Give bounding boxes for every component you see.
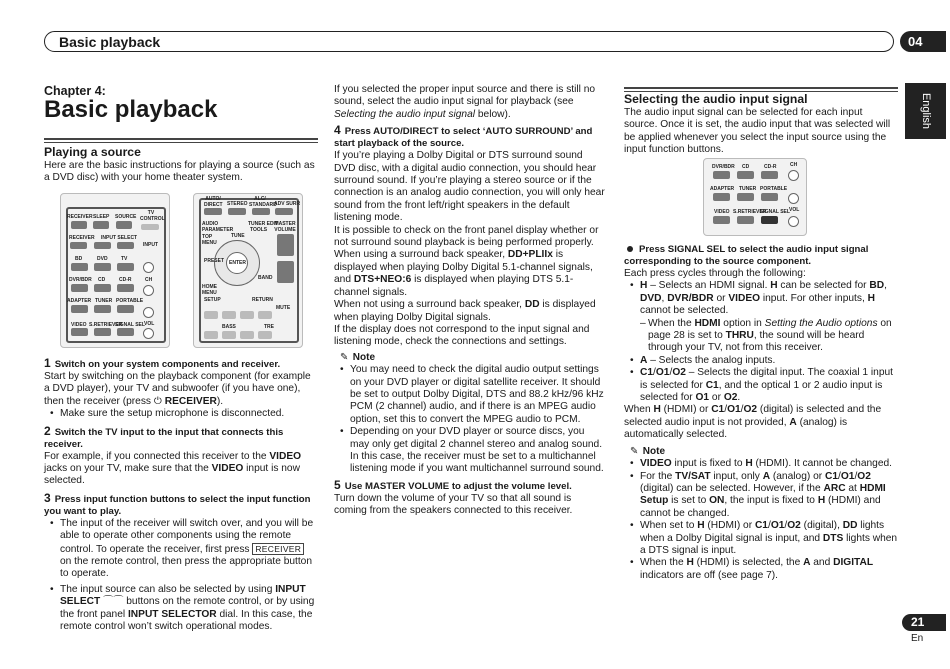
adapter-button bbox=[71, 305, 88, 313]
list-item: • When the H (HDMI) is selected, the A and DIGITAL indicators are off (see page 7). bbox=[624, 557, 898, 582]
header-title: Basic playback bbox=[59, 34, 161, 50]
remote-label: STEREO bbox=[227, 201, 248, 207]
remote-label: TV bbox=[121, 256, 128, 262]
page-language: En bbox=[911, 633, 924, 644]
remote-label: TOP MENU bbox=[202, 234, 217, 246]
remote-label: RETURN bbox=[252, 297, 273, 303]
pause-button bbox=[222, 311, 236, 319]
step-2-body: For example, if you connected this receiver to the VIDEO jacks on your TV, make sure that the VIDEO input is now selected. bbox=[44, 450, 302, 487]
receiver-button bbox=[71, 221, 87, 229]
forward-button bbox=[258, 331, 272, 339]
portable-button bbox=[761, 193, 778, 201]
remote-label: SIGNAL SEL bbox=[760, 209, 790, 215]
remote-label: S.RETRIEVER bbox=[89, 322, 123, 328]
remote-illustration-inputs bbox=[60, 193, 170, 348]
page-number: 21 bbox=[902, 614, 946, 631]
step-2-title: 2 Switch the TV input to the input that connects this receiver. bbox=[44, 423, 284, 450]
signal-sel-instructions bbox=[624, 244, 898, 582]
paragraph: When H (HDMI) or C1/O1/O2 (digital) is selected and the selected audio input is not provided, A (analog) is automatically selected. bbox=[624, 404, 882, 441]
next-button bbox=[222, 331, 236, 339]
remote-label: ADV SURR bbox=[274, 201, 301, 207]
signal-sel-button bbox=[117, 328, 134, 336]
steps-column-1 bbox=[44, 357, 318, 634]
chapter-badge: 04 bbox=[900, 31, 946, 52]
remote-label: TOOLS bbox=[250, 227, 268, 233]
note-heading: ✎ Note bbox=[340, 351, 376, 363]
remote-label: ALC/ STANDARD bbox=[249, 196, 277, 208]
remote-label: CD-R bbox=[764, 164, 777, 170]
remote-label: VIDEO bbox=[71, 322, 87, 328]
list-item: • Depending on your DVD player or source discs, you may only get digital 2 channel stereo and analog sound. In this case, the receiver must be set to a multichannel listening mode if you want multichannel surround sound. bbox=[334, 426, 606, 476]
tuner-button bbox=[737, 193, 754, 201]
remote-label: SLEEP bbox=[93, 214, 110, 220]
remote-label: INPUT SELECT bbox=[101, 235, 138, 241]
remote-label: TV CONTROL bbox=[140, 210, 165, 222]
remote-label: SETUP bbox=[204, 297, 221, 303]
remote-illustration-signal-sel bbox=[703, 158, 807, 236]
remote-label: PORTABLE bbox=[116, 298, 144, 304]
language-tab bbox=[905, 83, 946, 139]
step-5-title: 5 Use MASTER VOLUME to adjust the volume level. bbox=[334, 477, 572, 492]
tuner-button bbox=[94, 305, 111, 313]
bd-button bbox=[71, 263, 88, 271]
remote-label: CD bbox=[98, 277, 106, 283]
paragraph: If you’re playing a Dolby Digital or DTS surround sound DVD disc, with a digital audio connection, you should hear surround sound. If you’re playing a stereo source or if the connection is an analog audio connection, you will only hear sound from the front left/right speakers in the default listening mode. bbox=[334, 150, 605, 224]
paragraph: Turn down the volume of your TV so that all sound is coming from the speakers connected to this receiver. bbox=[334, 492, 573, 517]
remote-label: S.RETRIEVER bbox=[733, 209, 767, 215]
step-4-title: 4 Press AUTO/DIRECT to select ‘AUTO SURROUND’ and start playback of the source. bbox=[334, 123, 593, 150]
section-title: Selecting the audio input signal bbox=[624, 92, 808, 106]
section-title: Playing a source bbox=[44, 145, 141, 159]
remote-label: BASS bbox=[222, 324, 236, 330]
remote-label: VOL bbox=[144, 321, 155, 327]
remote-label: DVD bbox=[97, 256, 108, 262]
input-select-left-button bbox=[94, 242, 111, 249]
sub-item: – When the HDMI option in Setting the Audio options on page 28 is set to THRU, the sound will be heard through your TV, not from this receiver. bbox=[624, 318, 898, 355]
tv-button bbox=[117, 263, 134, 271]
portable-button bbox=[117, 305, 134, 313]
remote-label: SOURCE bbox=[115, 214, 137, 220]
remote-label: RECEIVER bbox=[67, 214, 93, 220]
remote-label: PRESET bbox=[204, 258, 225, 264]
input-select-right-button bbox=[117, 242, 134, 249]
remote-label: DVR/BDR bbox=[69, 277, 92, 283]
section-intro: The audio input signal can be selected for each input source. Once it is set, the audio input that was selected will be applied whenever you select the input source using the input function buttons. bbox=[624, 107, 891, 156]
step-1-title: 1 Switch on your system components and receiver. bbox=[44, 356, 281, 370]
volume-down-button bbox=[788, 216, 799, 227]
volume-up-button bbox=[143, 307, 154, 318]
remote-label: TUNER bbox=[739, 186, 757, 192]
step-1-body: Start by switching on the playback component (for example a DVD player), your TV and subwoofer (if you have one), then the receiver (press ⏻ RECEIVER). bbox=[44, 371, 311, 407]
remote-label: CD-R bbox=[119, 277, 132, 283]
paragraph: If the display does not correspond to the input signal and listening mode, check the connections and settings. bbox=[334, 323, 590, 348]
remote-label: INPUT bbox=[143, 242, 158, 248]
language-tab-label: English bbox=[919, 92, 932, 130]
remote-label: BAND bbox=[258, 275, 273, 281]
channel-up-button bbox=[143, 262, 154, 273]
receiver-key: RECEIVER bbox=[252, 543, 304, 555]
source-button bbox=[116, 221, 132, 229]
adapter-button bbox=[713, 193, 730, 201]
remote-label: VOL bbox=[789, 207, 800, 213]
mute-button bbox=[258, 311, 272, 319]
stop-button bbox=[204, 311, 218, 319]
channel-down-button bbox=[788, 170, 799, 181]
list-item: • When set to H (HDMI) or C1/O1/O2 (digital), DD lights when a Dolby Digital signal is input, and DTS lights when a DTS signal is input. bbox=[624, 520, 898, 557]
remote-label: AUDIO PARAMETER bbox=[202, 221, 234, 233]
cd-r-button bbox=[117, 284, 134, 292]
sleep-button bbox=[93, 221, 109, 229]
list-item: • The input of the receiver will switch over, and you will be able to operate other components using the remote control. To operate the receiver, first press RECEIVER on the remote control, then press the appropriate button to operate. bbox=[44, 518, 318, 581]
chapter-title: Basic playback bbox=[44, 96, 218, 123]
step-3-title: 3 Press input function buttons to select the input function you want to play. bbox=[44, 490, 311, 517]
bullet-dot-icon bbox=[627, 246, 633, 252]
master-volume-up-button bbox=[277, 234, 294, 256]
remote-label: PORTABLE bbox=[760, 186, 788, 192]
paragraph: If you selected the proper input source and there is still no sound, select the audio input signal for playback (see Selecting the audio input signal below). bbox=[334, 84, 596, 120]
cd-button bbox=[94, 284, 111, 292]
alc-standard-button bbox=[252, 208, 270, 215]
note-heading: ✎ Note bbox=[630, 445, 666, 457]
paragraph: It is possible to check on the front panel display whether or not surround sound playback is being performed properly. bbox=[334, 224, 599, 249]
steps-column-2 bbox=[334, 84, 606, 518]
list-item: • Make sure the setup microphone is disconnected. bbox=[44, 408, 318, 420]
divider bbox=[44, 142, 318, 143]
list-item: • You may need to check the digital audio output settings on your DVD player or digital satellite receiver. It should be set to output Dolby Digital, DTS and 88.2 kHz/96 kHz PCM (2 channel) audio, and if there is an MPEG audio option, set this to convert the MPEG audio to PCM. bbox=[334, 364, 606, 426]
section-selecting-audio-input bbox=[624, 92, 898, 157]
remote-label: MUTE bbox=[276, 305, 291, 311]
dvd-button bbox=[94, 263, 111, 271]
cd-r-button bbox=[761, 171, 778, 179]
adv-surr-button bbox=[275, 208, 293, 215]
rewind-button bbox=[240, 331, 254, 339]
remote-label: ADAPTER bbox=[710, 186, 735, 192]
remote-label: VIDEO bbox=[714, 209, 730, 215]
video-button bbox=[713, 216, 730, 224]
stereo-button bbox=[228, 208, 246, 215]
auto-direct-button bbox=[204, 208, 222, 215]
remote-label: TRE bbox=[264, 324, 274, 330]
remote-label: MASTER VOLUME bbox=[274, 221, 296, 233]
pencil-icon: ✎ bbox=[630, 445, 639, 457]
list-item: • H – Selects an HDMI signal. H can be selected for BD, DVD, DVR/BDR or VIDEO input. For other inputs, H cannot be selected. bbox=[624, 280, 898, 317]
dvr-bdr-button bbox=[71, 284, 88, 292]
play-button bbox=[240, 311, 254, 319]
remote-label: BD bbox=[75, 256, 83, 262]
channel-down-button bbox=[143, 285, 154, 296]
step-signal-sel-title: Press SIGNAL SEL to select the audio input signal corresponding to the source component. bbox=[624, 244, 869, 267]
remote-label: TUNER EDIT bbox=[248, 221, 278, 227]
remote-label: CH bbox=[790, 162, 798, 168]
remote-label: RECEIVER bbox=[69, 235, 95, 241]
paragraph: Each press cycles through the following: bbox=[624, 268, 806, 279]
receiver-mode-button bbox=[70, 242, 87, 249]
list-item: • For the TV/SAT input, only A (analog) or C1/O1/O2 (digital) can be selected. However, if the ARC at HDMI Setup is set to ON, the input is fixed to H (HDMI) and cannot be changed. bbox=[624, 471, 898, 521]
remote-label: DVR/BDR bbox=[712, 164, 735, 170]
pencil-icon: ✎ bbox=[340, 351, 349, 363]
video-button bbox=[71, 328, 88, 336]
s-retriever-button bbox=[94, 328, 111, 336]
cd-button bbox=[737, 171, 754, 179]
remote-label: SIGNAL SEL bbox=[115, 322, 145, 328]
master-volume-down-button bbox=[277, 261, 294, 283]
remote-label: TUNE bbox=[231, 233, 245, 239]
remote-label: TUNER bbox=[95, 298, 113, 304]
list-item: • The input source can also be selected by using INPUT SELECT ⌒⌒ buttons on the remote control, or by using the front panel INPUT SELECTOR dial. In this case, the remote control won’t switch operational modes. bbox=[44, 584, 318, 634]
remote-label: ENTER bbox=[229, 260, 246, 266]
volume-up-button bbox=[788, 193, 799, 204]
divider bbox=[624, 87, 898, 89]
list-item: • C1/O1/O2 – Selects the digital input. The coaxial 1 input is selected for C1, and the optical 1 or 2 audio input is selected for O1 or O2. bbox=[624, 367, 898, 404]
header-bar bbox=[44, 31, 894, 52]
list-item: • A – Selects the analog inputs. bbox=[624, 355, 898, 367]
chapter-label: Chapter 4: bbox=[44, 84, 106, 98]
power-icon: ⏻ bbox=[153, 395, 162, 407]
remote-illustration-navigation bbox=[193, 193, 303, 348]
tv-control-button bbox=[141, 224, 159, 230]
input-select-arrows-icon: ⌒⌒ bbox=[103, 596, 124, 608]
volume-down-button bbox=[143, 328, 154, 339]
paragraph: When using a surround back speaker, DD+PLIIx is displayed when playing Dolby Digital 5.1-channel signals, and DTS+NEO:6 is displayed when playing DTS 5.1-channel signals. bbox=[334, 249, 593, 298]
section-intro: Here are the basic instructions for playing a source (such as a DVD disc) with your home theater system. bbox=[44, 160, 315, 184]
section-playing-source bbox=[44, 145, 318, 185]
remote-label: ADAPTER bbox=[67, 298, 92, 304]
remote-label: CD bbox=[742, 164, 750, 170]
remote-label: CH bbox=[145, 277, 153, 283]
remote-label: HOME MENU bbox=[202, 284, 217, 296]
list-item: • VIDEO input is fixed to H (HDMI). It cannot be changed. bbox=[624, 458, 898, 470]
dvr-bdr-button bbox=[713, 171, 730, 179]
prev-button bbox=[204, 331, 218, 339]
remote-label: AUTO/ DIRECT bbox=[204, 196, 223, 208]
divider bbox=[44, 138, 318, 140]
paragraph: When not using a surround back speaker, DD is displayed when playing Dolby Digital signals. bbox=[334, 299, 596, 323]
signal-sel-button bbox=[761, 216, 778, 224]
s-retriever-button bbox=[737, 216, 754, 224]
